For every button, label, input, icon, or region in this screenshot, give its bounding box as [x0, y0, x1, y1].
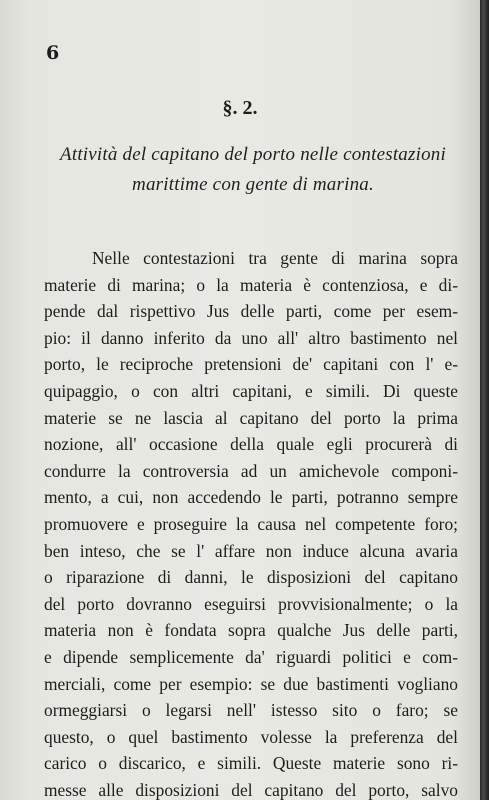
body-line: condurre la controversia ad un amichevole componi-	[44, 460, 458, 481]
section-number: §. 2.	[222, 97, 258, 119]
body-line: messe alle disposizioni del capitano del porto, salvo	[44, 779, 458, 800]
body-line: e dipende semplicemente da' riguardi politici e com-	[44, 646, 458, 667]
body-line: pende dal rispettivo Jus delle parti, come per esem-	[44, 301, 458, 322]
heading-line: Attività del capitano del porto nelle contestazioni	[60, 144, 446, 165]
section-heading	[48, 140, 458, 200]
body-text	[44, 245, 458, 800]
heading-line: marittime con gente di marina.	[132, 174, 374, 195]
body-line: mento, a cui, non accedendo le parti, potranno sempre	[44, 487, 458, 508]
body-line: questo, o quel bastimento volesse la preferenza del	[44, 726, 458, 747]
body-line: ormeggiarsi o legarsi nell' istesso sito o faro; se	[44, 700, 458, 721]
body-line: o riparazione di danni, le disposizioni del capitano	[44, 567, 458, 588]
page-number: 6	[46, 42, 60, 64]
body-line: porto, le reciproche pretensioni de' capitani con l' e-	[44, 354, 458, 375]
body-line: Nelle contestazioni tra gente di marina sopra	[92, 248, 458, 268]
body-line: materie se ne lascia al capitano del porto la prima	[44, 407, 458, 428]
body-line: merciali, come per esempio: se due bastimenti vogliano	[44, 673, 458, 694]
body-line: materie di marina; o la materia è contenziosa, e di-	[44, 274, 458, 295]
body-line: del porto dovranno eseguirsi provvisionalmente; o la	[44, 593, 458, 614]
body-line: promuovere e proseguire la causa nel competente foro;	[44, 513, 458, 534]
body-line: quipaggio, o con altri capitani, e simili. Di queste	[44, 380, 458, 401]
body-line: nozione, all' occasione della quale egli procurerà di	[44, 434, 458, 455]
book-page-edge	[480, 0, 489, 800]
body-line: carico o discarico, e simili. Queste materie sono ri-	[44, 753, 458, 774]
body-line: ben inteso, che se l' affare non induce alcuna avaria	[44, 540, 458, 561]
body-line: pio: il danno inferito da uno all' altro bastimento nel	[44, 327, 458, 348]
body-line: materia non è fondata sopra qualche Jus delle parti,	[44, 620, 458, 641]
